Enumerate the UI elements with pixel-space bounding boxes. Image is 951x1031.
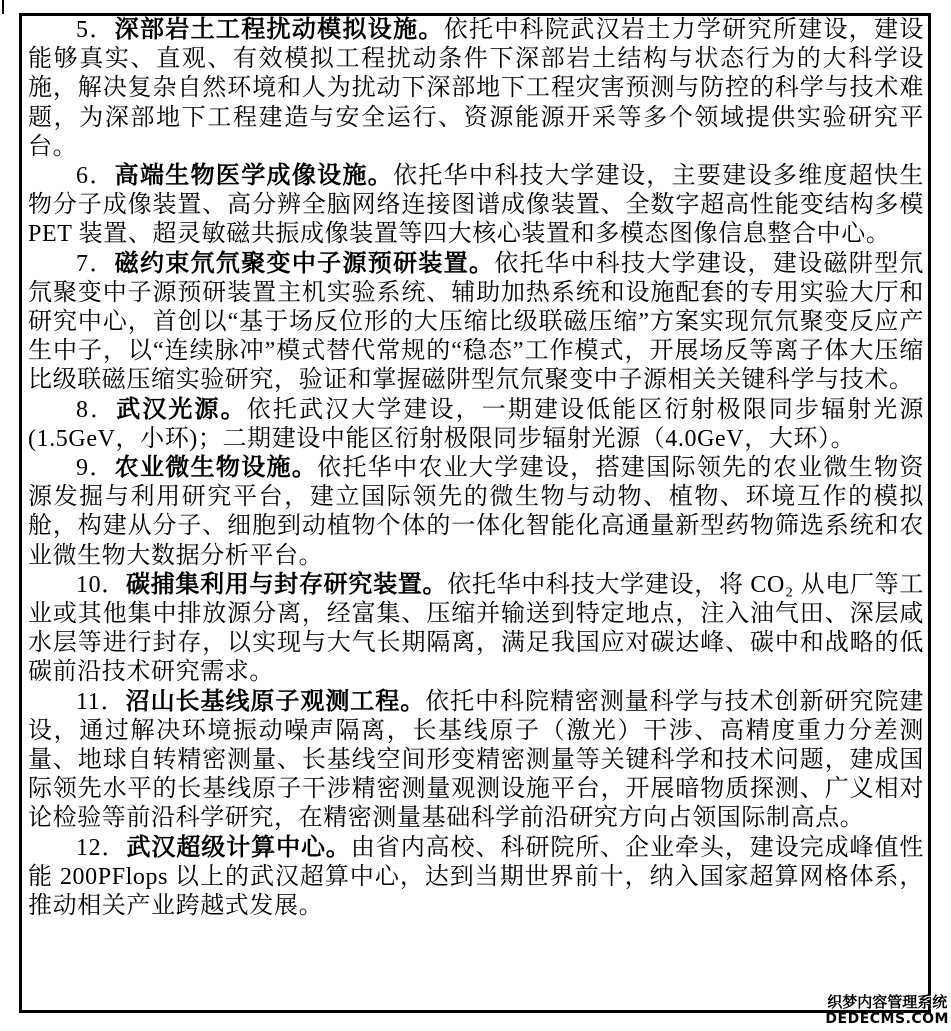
- page-edge-line: [2, 0, 4, 14]
- paragraph-10: [28, 571, 924, 688]
- dedecms-watermark: [825, 994, 949, 1027]
- paragraph-title: 武汉光源。: [116, 396, 247, 423]
- paragraph-title: 深部岩土工程扰动模拟设施。: [114, 17, 444, 43]
- paragraph-number: 7．: [76, 250, 115, 277]
- document-body: [28, 16, 924, 921]
- paragraph-title: 碳捕集利用与封存研究装置。: [126, 571, 448, 598]
- paragraph-body: 由省内高校、科研院所、企业牵头，建设完成峰值性能 200PFlops 以上的武汉超算中心，达到当期世界前十，纳入国家超算网格体系，推动相关产业跨越式发展。: [28, 834, 924, 920]
- paragraph-body: 依托华中科技大学建设，将 CO₂ 从电厂等工业或其他集中排放源分离，经富集、压缩并输送到特定地点，注入油气田、深层咸水层等进行封存，以实现与大气长期隔离，满足我国应对碳达峰、碳中和战略的低碳前沿技术研究需求。: [28, 571, 924, 686]
- paragraph-6: [28, 162, 924, 250]
- watermark-text-domain: DEDECMS.COM: [825, 1011, 949, 1027]
- paragraph-body: 依托华中科技大学建设，主要建设多维度超快生物分子成像装置、高分辨全脑网络连接图谱成像装置、全数字超高性能变结构多模 PET 装置、超灵敏磁共振成像装置等四大核心装置和多模态图像信息整合中心。: [28, 163, 924, 248]
- paragraph-title: 武汉超级计算中心。: [126, 834, 351, 861]
- paragraph-11: [28, 688, 924, 834]
- watermark-text-chinese: 织梦内容管理系统: [827, 993, 948, 1011]
- paragraph-body: 依托华中科技大学建设，建设磁阱型氘氘聚变中子源预研装置主机实验系统、辅助加热系统和设施配套的专用实验大厅和研究中心，首创以“基于场反位形的大压缩比级联磁压缩”方案实现氘氘聚变反应产生中子，以“连续脉冲”模式替代常规的“稳态”工作模式，开展场反等离子体大压缩比级联磁压缩实验研究，验证和掌握磁阱型氘氘聚变中子源相关关键科学与技术。: [28, 250, 925, 394]
- paragraph-title: 沼山长基线原子观测工程。: [125, 688, 426, 715]
- paragraph-number: 6．: [76, 163, 115, 190]
- paragraph-body: 依托华中农业大学建设，搭建国际领先的农业微生物资源发掘与利用研究平台，建立国际领先的微生物与动物、植物、环境互作的模拟舱，构建从分子、细胞到动植物个体的一体化智能化高通量新型药物筛选系统和农业微生物大数据分析平台。: [28, 455, 924, 569]
- paragraph-title: 农业微生物设施。: [114, 455, 318, 482]
- paragraph-title: 磁约束氘氘聚变中子源预研装置。: [114, 250, 495, 277]
- paragraph-body: 依托武汉大学建设，一期建设低能区衍射极限同步辐射光源(1.5GeV，小环)；二期建设中能区衍射极限同步辐射光源（4.0GeV，大环）。: [28, 396, 924, 452]
- paragraph-9: [28, 454, 924, 571]
- paragraph-7: [28, 250, 924, 396]
- paragraph-number: 8．: [76, 396, 117, 423]
- paragraph-body: 依托中科院武汉岩土力学研究所建设，建设能够真实、直观、有效模拟工程扰动条件下深部岩土结构与状态行为的大科学设施，解决复杂自然环境和人为扰动下深部地下工程灾害预测与防控的科学与技术难题，为深部地下工程建造与安全运行、资源能源开采等多个领域提供实验研究平台。: [28, 17, 924, 160]
- paragraph-number: 9．: [76, 455, 115, 482]
- paragraph-number: 10．: [76, 571, 127, 598]
- paragraph-body: 依托中科院精密测量科学与技术创新研究院建设，通过解决环境振动噪声隔离，长基线原子（激光）干涉、高精度重力分差测量、地球自转精密测量、长基线空间形变精密测量等关键科学和技术问题，建成国际领先水平的长基线原子干涉精密测量观测设施平台，开展暗物质探测、广义相对论检验等前沿科学研究，在精密测量基础科学前沿研究方向占领国际制高点。: [28, 688, 925, 832]
- paragraph-number: 5．: [76, 17, 115, 43]
- paragraph-5: [28, 16, 924, 162]
- paragraph-number: 12．: [76, 834, 127, 861]
- paragraph-title: 高端生物医学成像设施。: [114, 163, 394, 190]
- paragraph-12: [28, 834, 924, 922]
- paragraph-number: 11．: [76, 688, 126, 715]
- paragraph-8: [28, 396, 924, 454]
